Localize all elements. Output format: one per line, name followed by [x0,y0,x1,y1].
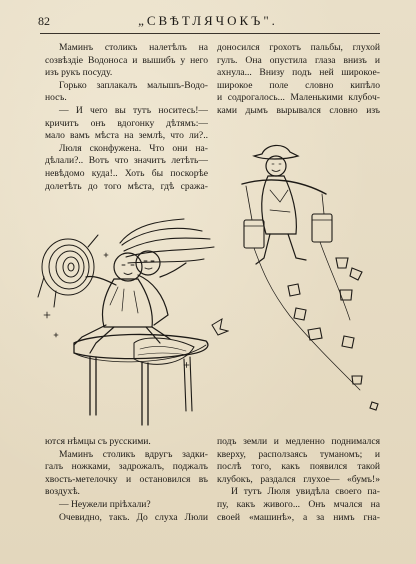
running-title: „СВѢТЛЯЧОКЪ". [138,13,278,28]
text-line: гулъ. Она опустила глаза внизъ и [217,54,380,66]
text-line: кричитъ онъ вдогонку дѣтямъ:— [45,117,208,129]
left-column-bottom-text [45,436,208,524]
text-line: — И чего вы тутъ носитесь!— [59,104,208,116]
text-line: галъ ножками, задрожалъ, поджалъ [45,461,208,473]
text-line: доносился грохотъ пальбы, глухой [217,42,380,53]
text-line: Люля сконфужена. Что они на- [59,142,208,154]
text-line: Маминъ столикъ налетѣлъ на [59,42,208,53]
text-line: пу, какъ живого... Онъ мчался на [217,498,380,510]
illustration-children-flying [34,215,229,430]
text-line: долетѣть до того мѣста, гдѣ сража- [45,180,208,192]
right-column-top-text [217,42,380,118]
text-line: клубокъ, раздался глухое— «бумъ!» [217,473,380,485]
text-line: ются нѣмцы съ русскими. [45,436,151,447]
right-column-bottom-text [217,436,380,524]
text-line: невѣдомо куда!.. Хоть бы поскорѣе [45,167,208,179]
text-line: широкое поле словно кипѣло [217,79,380,91]
text-line: кверху, расползаясь туманомъ; и [217,448,380,460]
text-line: дѣлали?.. Вотъ что значитъ летѣть— [45,155,208,167]
text-line: и содрогалось... Маленькими клубоч- [217,92,380,104]
text-line: послѣ того, какъ появился такой [217,461,380,473]
text-line: Горько заплакалъ малышъ-Водо- [59,79,208,91]
left-column-top-text [45,42,208,193]
page-number: 82 [38,14,50,28]
text-line: — Неужели пріѣхали? [59,498,151,510]
illustration-water-carrier [240,140,390,420]
text-line: изъ рукъ посуду. [45,67,113,79]
text-line: Очевидно, такъ. До слуха Люли [59,511,208,523]
text-line: созвѣздіе Водоноса и вышибъ у него [45,54,208,66]
text-line: ками дымъ вырывался словно изъ [217,104,380,116]
text-line: своей «машинѣ», а за нимъ гна- [217,511,380,523]
text-line: подъ земли и медленно поднимался [217,436,380,447]
text-line: носъ. [45,92,67,104]
text-line: Маминъ столикъ вдругъ задки- [59,448,208,460]
text-line: И тутъ Люля увидѣла своего па- [231,486,380,498]
text-line: хвость-метелочку и остановился въ [45,473,208,485]
text-line: воздухѣ. [45,486,80,498]
text-line: мало вамъ мѣста на землѣ, что ли?.. [45,130,208,142]
header-rule [40,33,380,34]
text-line: ахнула... Внизу подъ ней широкое- [217,67,380,79]
